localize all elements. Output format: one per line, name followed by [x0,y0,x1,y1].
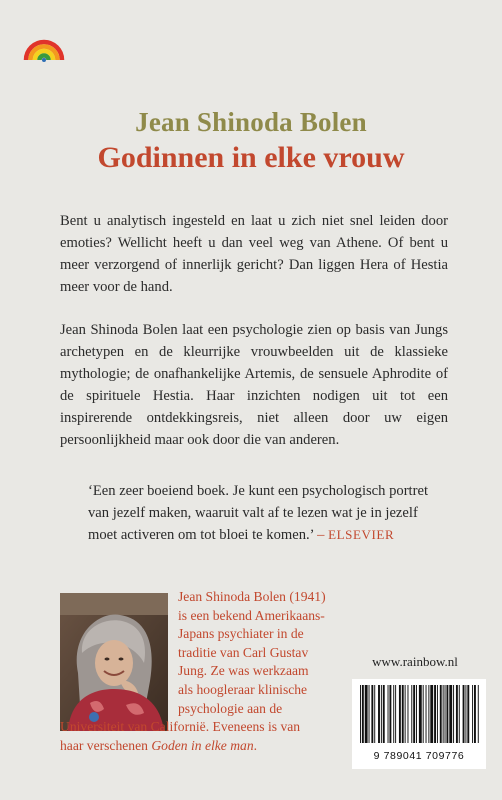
barcode-bar [428,685,429,743]
barcode-bar [437,685,438,743]
review-dash: – [313,527,329,543]
barcode-bar [434,685,436,743]
rainbow-logo-icon [22,22,66,62]
barcode-bar [395,685,396,743]
review-source: ELSEVIER [328,527,395,542]
barcode-bar [378,685,380,743]
bio-line-3: Japans psychiater in de [178,626,304,642]
barcode-bar [445,685,446,743]
barcode-bar [383,685,385,743]
review-quote [88,480,448,546]
barcode-bar [371,685,373,743]
barcode-bars [352,679,486,749]
barcode-bar [449,685,452,743]
barcode-bar [360,685,361,743]
barcode-bar [362,685,364,743]
bio-line-9-prefix: haar verschenen [60,737,152,753]
barcode-bar [472,685,473,743]
barcode-bar [430,685,433,743]
publisher-url: www.rainbow.nl [372,654,458,669]
barcode-bar [388,685,389,743]
related-book-title: Goden in elke man [151,737,254,753]
barcode-bar [399,685,401,743]
barcode-bar [393,685,394,743]
barcode-bar [365,685,368,743]
barcode-bar [465,685,466,743]
barcode-bar [459,685,460,743]
barcode-bar [463,685,465,743]
barcode-bar [389,685,391,743]
barcode-bar [411,685,412,743]
author-name: Jean Shinoda Bolen [135,107,367,137]
description-paragraph-1: Bent u analytisch ingesteld en laat u zich niet snel leiden door emoties? Wellicht heeft u dan veel weg van Athene. Of bent u meer verzorgend of innerlijk gericht? Dan liggen Hera of Hestia meer voor de hand. [60,213,448,295]
bio-line-2: is een bekend Amerikaans- [178,607,325,623]
bio-line-8: Universiteit van Californië. Eveneens is van [60,719,301,735]
isbn-number: 9 789041 709776 [373,750,465,762]
barcode-bar [369,685,370,743]
barcode-bar [446,685,448,743]
bio-line-9 [60,737,348,756]
barcode-bar [456,685,458,743]
barcode-bar [408,685,409,743]
barcode-bar [478,685,479,743]
review-quote-text: ‘Een zeer boeiend boek. Je kunt een psychologisch portret van jezelf maken, waaruit valt af te lezen wat je in jezelf moet activeren om tot bloei te komen.’ [88,483,428,543]
barcode-bar [426,685,427,743]
barcode-bar [419,685,422,743]
barcode-bar [474,685,476,743]
barcode-bar [405,685,406,743]
bio-line-7: psychologie aan de [178,700,283,716]
barcode-bar [416,685,417,743]
barcode-bar [453,685,454,743]
bio-line-9-suffix: . [253,737,258,753]
bio-line-4: traditie van Carl Gustav [178,644,309,660]
barcode-bar [402,685,404,743]
barcode-bar [413,685,415,743]
bio-line-1: Jean Shinoda Bolen (1941) [178,589,326,604]
book-title: Godinnen in elke vrouw [97,141,405,174]
barcode-bar [443,685,444,743]
description-paragraph-2: Jean Shinoda Bolen laat een psychologie zien op basis van Jungs archetypen en de kleurrijke vrouwbeelden uit de klassieke mythologie; de onafhankelijke Artemis, de sensuele Aphrodite of de spirituele Hestia. Haar inzichten nodigen uit tot een inspirerende ontdekkingsreis, niet alleen door uw eigen persoonlijkheid maar ook door die van anderen. [60,322,448,448]
barcode-bar [381,685,382,743]
barcode-bar [440,685,442,743]
bio-line-5: Jung. Ze was werkzaam [178,663,309,679]
author-bio [60,588,348,755]
bio-line-6: als hoogleraar klinische [178,681,308,697]
barcode-bar [423,685,424,743]
barcode-bar [374,685,375,743]
barcode-bar [467,685,469,743]
